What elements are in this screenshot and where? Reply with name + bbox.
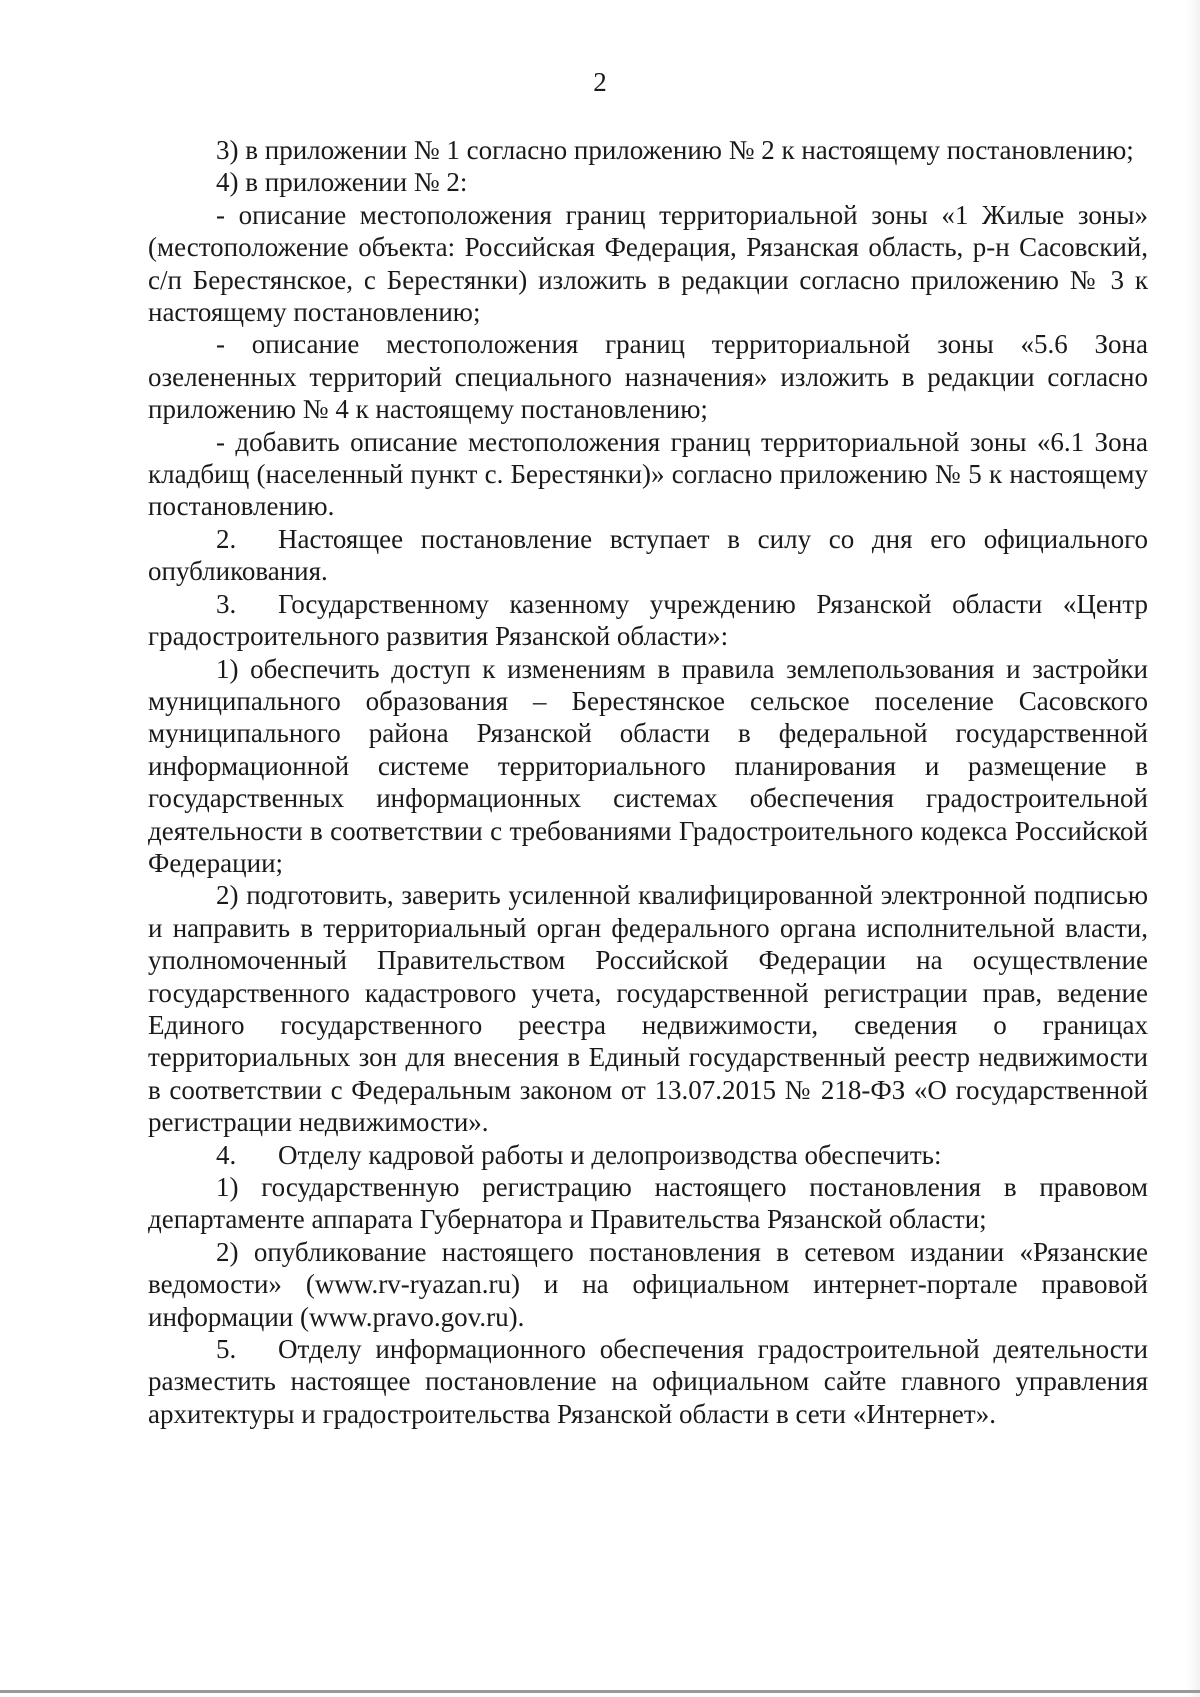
paragraph-bullet-green-zone (148, 328, 1148, 425)
paragraph-text: 2) подготовить, заверить усиленной квалифицированной электронной подписью и направить в территориальный орган федерального органа исполнительной власти, уполномоченный Правительством Российской Федерации на осуществление государственного кадастрового учета, государственной регистрации прав, ведение Единого государственного реестра недвижимости, сведения о границах территориальных зон для внесения в Единый государственный реестр недвижимости в соответствии с Федеральным законом от 13.07.2015 № 218-ФЗ «О государственной регистрации недвижимости». (148, 880, 1148, 1138)
paragraph-bullet-residential-zone (148, 199, 1148, 329)
paragraph-text: 4) в приложении № 2: (216, 167, 468, 198)
paragraph-text: 1) обеспечить доступ к изменениям в правила землепользования и застройки муниципального образования – Берестянское сельское поселение Сасовского муниципального района Рязанской области в федеральной государственной информационной системе территориального планирования и размещение в государственных информационных системах обеспечения градостроительной деятельности в соответствии с требованиями Градостроительного кодекса Российской Федерации; (148, 653, 1148, 878)
paragraph-text: 3) в приложении № 1 согласно приложению № 2 к настоящему постановлению; (216, 135, 1134, 165)
paragraph-section-4-item-2 (148, 1236, 1148, 1333)
paragraph-text: - описание местоположения границ территориальной зоны «5.6 Зона озелененных территорий специального назначения» изложить в редакции согласно приложению № 4 к настоящему постановлению; (148, 329, 1148, 425)
section-number: 2. (216, 523, 237, 554)
section-number: 4. (216, 1139, 237, 1170)
paragraph-text: 1) государственную регистрацию настоящего постановления в правовом департаменте аппарата Губернатора и Правительства Рязанской области; (148, 1172, 1148, 1235)
paragraph-section-3-item-1 (148, 653, 1148, 880)
paragraph-section-4-item-1 (148, 1171, 1148, 1236)
paragraph-text: Отделу информационного обеспечения градостроительной деятельности разместить настоящее постановление на официальном сайте главного управления архитектуры и градостроительства Рязанской области в сети «Интернет». (148, 1334, 1148, 1429)
paragraph-bullet-cemetery-zone (148, 426, 1148, 523)
paragraph-text: Отделу кадровой работы и делопроизводства обеспечить: (278, 1139, 942, 1170)
paragraph-text: - описание местоположения границ территориальной зоны «1 Жилые зоны» (местоположение объекта: Российская Федерация, Рязанская область, р-н Сасовский, с/п Берестянское, с Берестянки) изложить в редакции согласно приложению № 3 к настоящему постановлению; (148, 199, 1148, 328)
paragraph-section-2 (148, 523, 1148, 588)
paragraph-section-3-item-2 (148, 879, 1148, 1138)
paragraph-section-4 (148, 1139, 1148, 1171)
paragraph-item-3 (148, 134, 1148, 166)
paragraph-text: 2) опубликование настоящего постановления в сетевом издании «Рязанские ведомости» (www.rv-ryazan.ru) и на официальном интернет-портале правовой информации (www.pravo.gov.ru). (148, 1236, 1148, 1332)
page-bottom-edge (0, 1690, 1200, 1693)
paragraph-section-3 (148, 588, 1148, 653)
paragraph-text: Государственному казенному учреждению Рязанской области «Центр градостроительного развития Рязанской области»: (148, 588, 1148, 652)
paragraph-text: Настоящее постановление вступает в силу со дня его официального опубликования. (148, 523, 1148, 587)
document-body (148, 134, 1148, 1430)
paragraph-item-4 (148, 166, 1148, 198)
paragraph-section-5 (148, 1333, 1148, 1430)
page-number: 2 (593, 67, 607, 97)
paragraph-text: - добавить описание местоположения границ территориальной зоны «6.1 Зона кладбищ (населенный пункт с. Берестянки)» согласно приложению № 5 к настоящему постановлению. (148, 426, 1148, 522)
scan-edge-shadow (1186, 0, 1200, 1697)
section-number: 5. (216, 1334, 237, 1365)
section-number: 3. (216, 588, 237, 619)
